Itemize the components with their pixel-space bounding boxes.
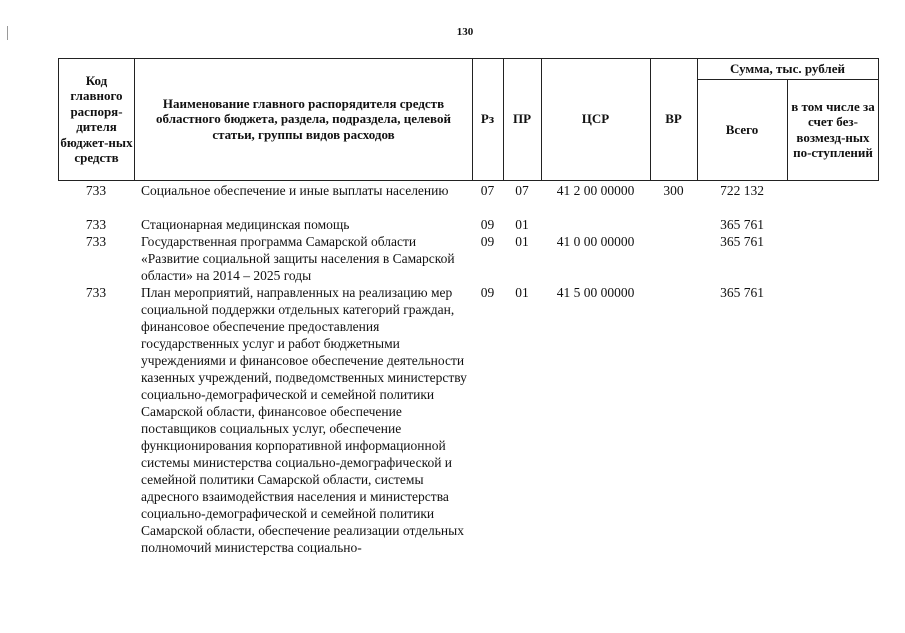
header-name: Наименование главного распорядителя средств областного бюджета, раздела, подраздела, целевой статьи, группы видов расходов <box>156 95 451 142</box>
row-expense-type: 300 <box>663 183 684 198</box>
header-free: в том числе за счет без-возмезд-ных по-ступлений <box>791 98 875 160</box>
header-total: Всего <box>725 121 759 137</box>
row-code: 733 <box>85 285 107 300</box>
header-right-border <box>878 58 879 180</box>
row-total: 365 761 <box>720 234 764 249</box>
header-sum: Сумма, тыс. рублей <box>730 60 845 76</box>
header-code: Код главного распоря-дителя бюджет-ных средств <box>60 72 133 165</box>
header-rz: Рз <box>480 111 495 127</box>
row-subsection: 07 <box>515 183 529 198</box>
row-name: Стационарная медицинская помощь <box>141 217 350 232</box>
row-target-article: 41 0 00 00000 <box>556 234 635 249</box>
header-pr: ПР <box>512 111 532 127</box>
row-subsection: 01 <box>515 234 529 249</box>
row-total: 365 761 <box>720 285 764 300</box>
row-name: План мероприятий, направленных на реализацию мер социальной поддержки отдельных категорий граждан, финансовое обеспечение предоставления государственных услуг и работ бюджетными учреждениями и финансовое обеспечение деятельности казенных учреждений, подведомственных министерству социально-демографической и семейной политики Самарской области, финансовое обеспечение поставщиков социальных услуг, обеспечение функционирования корпоративной информационной системы министерства социально-демографической и семейной политики Самарской области, системы адресного взаимодействия населения и министерства социально-демографической и семейной политики Самарской области, обеспечение реализации отдельных полномочий министерства социально- <box>141 285 467 555</box>
row-section: 09 <box>480 285 495 300</box>
row-subsection: 01 <box>515 217 529 232</box>
row-subsection: 01 <box>515 285 529 300</box>
row-code: 733 <box>85 183 107 198</box>
header-csr: ЦСР <box>581 111 610 127</box>
row-total: 365 761 <box>720 217 764 232</box>
header-col-divider <box>787 79 788 180</box>
row-section: 07 <box>480 183 495 198</box>
row-code: 733 <box>85 217 107 232</box>
row-section: 09 <box>480 217 495 232</box>
row-target-article: 41 2 00 00000 <box>556 183 635 198</box>
header-bottom-border <box>58 180 879 181</box>
row-section: 09 <box>480 234 495 249</box>
row-code: 733 <box>85 234 107 249</box>
header-vr: ВР <box>665 111 682 127</box>
row-total: 722 132 <box>720 183 764 198</box>
header-col-divider <box>134 58 135 180</box>
page-number: 130 <box>456 26 474 38</box>
scan-edge-mark <box>7 26 8 40</box>
header-left-border <box>58 58 59 180</box>
row-name: Государственная программа Самарской области «Развитие социальной защиты населения в Самарской области» на 2014 – 2025 годы <box>141 234 455 283</box>
row-name: Социальное обеспечение и иные выплаты населению <box>141 183 449 198</box>
row-target-article: 41 5 00 00000 <box>556 285 635 300</box>
